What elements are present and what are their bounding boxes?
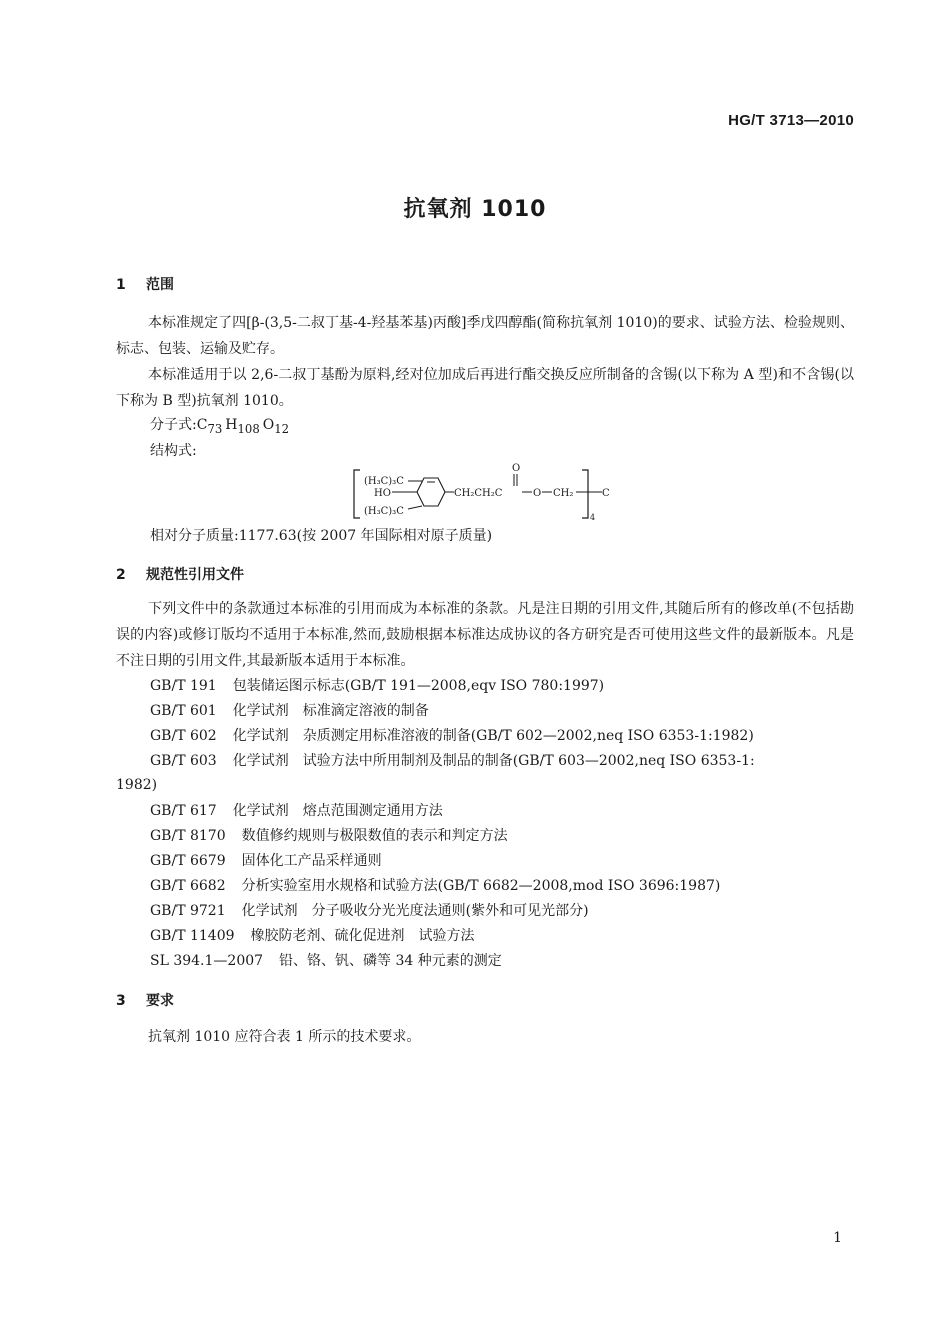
section-2-title: 规范性引用文件 — [146, 567, 244, 583]
reference-code: GB/T 191 — [150, 678, 217, 694]
reference-title: 铅、铬、钒、磷等 34 种元素的测定 — [279, 953, 502, 969]
reference-item — [150, 874, 854, 899]
reference-code: GB/T 6679 — [150, 853, 226, 869]
reference-code: GB/T 6682 — [150, 878, 226, 894]
section-1-heading — [116, 274, 174, 294]
formula-c-count: 73 — [207, 421, 223, 436]
formula-c: C — [196, 417, 208, 433]
reference-item-continuation — [116, 777, 157, 793]
ester-oxygen: O — [533, 488, 542, 499]
reference-title: 分析实验室用水规格和试验方法(GB/T 6682—2008,mod ISO 3696:1987) — [241, 878, 721, 894]
reference-title: 包装储运图示标志(GB/T 191—2008,eqv ISO 780:1997) — [232, 678, 605, 694]
reference-code: GB/T 601 — [150, 703, 217, 719]
relative-molecular-mass: 相对分子质量:1177.63(按 2007 年国际相对原子质量) — [150, 528, 493, 544]
section-2-heading — [116, 564, 244, 584]
formula-o: O — [262, 417, 275, 433]
tbutyl-group-bottom: (H₃C)₃C — [364, 506, 404, 517]
section-3-number: 3 — [116, 993, 126, 1009]
central-carbon: C — [602, 488, 610, 499]
reference-code: GB/T 8170 — [150, 828, 226, 844]
section-2-intro: 下列文件中的条款通过本标准的引用而成为本标准的条款。凡是注日期的引用文件,其随后所有的修改单(不包括勘误的内容)或修订版均不适用于本标准,然而,鼓励根据本标准达成协议的各方研究是否可使用这些文件的最新版本。凡是不注日期的引用文件,其最新版本适用于本标准。 — [116, 601, 854, 669]
reference-item — [150, 724, 854, 749]
reference-title: 1982) — [116, 777, 158, 793]
section-3-paragraph: 抗氧剂 1010 应符合表 1 所示的技术要求。 — [148, 1029, 421, 1045]
reference-title: 化学试剂 熔点范围测定通用方法 — [232, 803, 443, 819]
reference-code: GB/T 9721 — [150, 903, 226, 919]
reference-title: 化学试剂 分子吸收分光光度法通则(紫外和可见光部分) — [241, 903, 589, 919]
reference-title: 橡胶防老剂、硫化促进剂 试验方法 — [250, 928, 475, 944]
page-number: 1 — [833, 1230, 842, 1246]
reference-title: 化学试剂 杂质测定用标准溶液的制备(GB/T 602—2002,neq ISO 6353-1:1982) — [232, 728, 754, 744]
reference-item — [150, 799, 854, 824]
formula-h-count: 108 — [237, 421, 260, 436]
repeat-subscript: 4 — [590, 513, 596, 522]
structure-label: 结构式: — [150, 443, 197, 459]
formula-o-count: 12 — [274, 421, 290, 436]
reference-item — [150, 749, 854, 774]
reference-item — [150, 699, 854, 724]
bond-bottom-group — [408, 506, 422, 509]
reference-title: 数值修约规则与极限数值的表示和判定方法 — [241, 828, 508, 844]
section-2-number: 2 — [116, 567, 126, 583]
reference-title: 固体化工产品采样通则 — [241, 853, 382, 869]
reference-code: GB/T 617 — [150, 803, 217, 819]
reference-code: SL 394.1—2007 — [150, 953, 264, 969]
reference-item — [150, 824, 854, 849]
section-1-title: 范围 — [146, 277, 174, 293]
chain-ethyl-carbonyl: CH₂CH₂C — [454, 488, 503, 499]
reference-item — [150, 849, 854, 874]
page-title: 抗氧剂 1010 — [403, 197, 547, 222]
structural-formula — [352, 462, 622, 524]
reference-item — [150, 674, 854, 699]
reference-item — [150, 949, 854, 974]
reference-code: GB/T 11409 — [150, 928, 235, 944]
hydroxyl-group: HO — [374, 488, 391, 499]
formula-label: 分子式: — [150, 417, 197, 433]
right-bracket — [582, 470, 588, 518]
reference-code: GB/T 603 — [150, 753, 217, 769]
reference-title: 化学试剂 标准滴定溶液的制备 — [232, 703, 429, 719]
doc-code: HG/T 3713—2010 — [728, 112, 854, 129]
section-3-heading — [116, 990, 174, 1010]
reference-code: GB/T 602 — [150, 728, 217, 744]
molecular-formula — [150, 415, 289, 439]
section-1-paragraph-1: 本标准规定了四[β-(3,5-二叔丁基-4-羟基苯基)丙酸]季戊四醇酯(简称抗氧剂 1010)的要求、试验方法、检验规则、标志、包装、运输及贮存。 — [116, 315, 854, 357]
reference-title: 化学试剂 试验方法中所用制剂及制品的制备(GB/T 603—2002,neq ISO 6353-1: — [232, 753, 755, 769]
section-3-title: 要求 — [146, 993, 174, 1009]
tbutyl-group-top: (H₃C)₃C — [364, 476, 404, 487]
section-1-paragraph-2: 本标准适用于以 2,6-二叔丁基酚为原料,经对位加成后再进行酯交换反应所制备的含锡(以下称为 A 型)和不含锡(以下称为 B 型)抗氧剂 1010。 — [116, 367, 854, 409]
reference-item — [150, 899, 854, 924]
formula-h: H — [225, 417, 238, 433]
reference-item — [150, 924, 854, 949]
left-bracket — [354, 470, 360, 518]
methylene-group: CH₂ — [553, 488, 574, 499]
carbonyl-oxygen: O — [512, 463, 521, 474]
section-1-number: 1 — [116, 277, 126, 293]
